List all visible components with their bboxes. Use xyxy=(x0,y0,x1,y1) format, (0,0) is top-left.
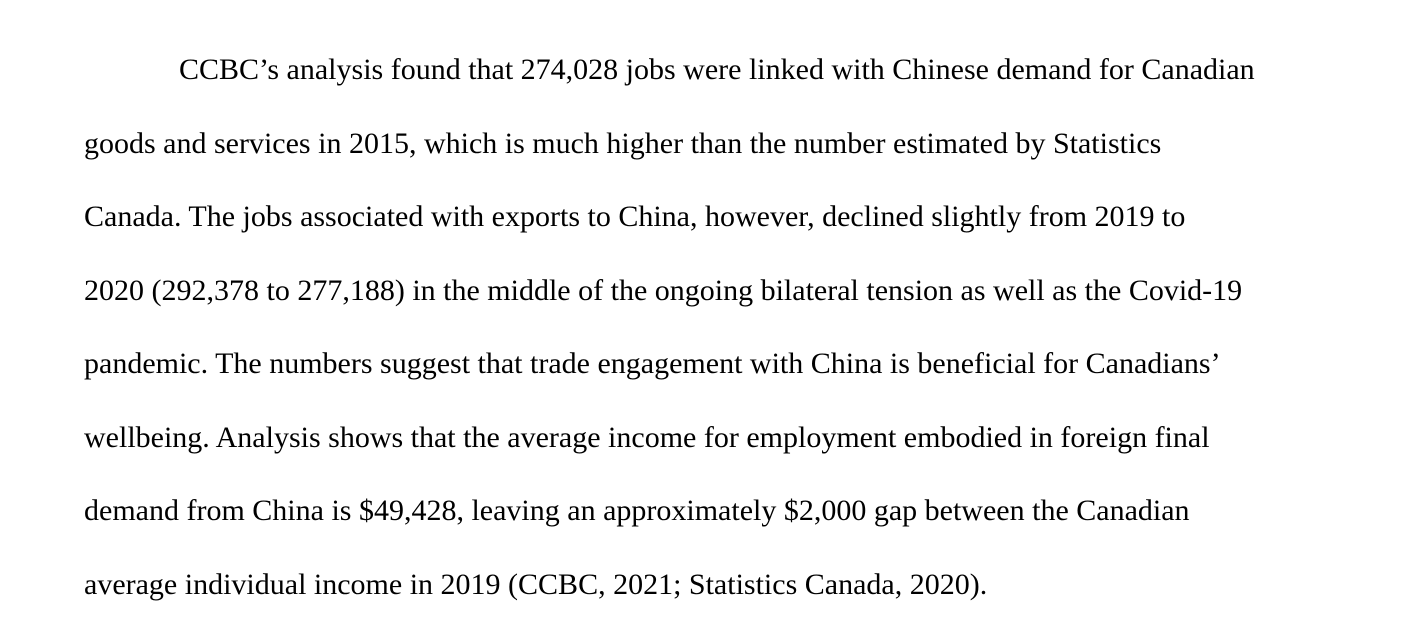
body-paragraph xyxy=(84,52,1374,640)
paragraph-line: Canada. The jobs associated with exports to China, however, declined slightly from 2019 to xyxy=(84,200,1186,233)
paragraph-line: 2020 (292,378 to 277,188) in the middle of the ongoing bilateral tension as well as the Covid-19 xyxy=(84,273,1243,307)
paragraph-line: pandemic. The numbers suggest that trade engagement with China is beneficial for Canadians’ xyxy=(84,347,1221,380)
paragraph-line: average individual income in 2019 (CCBC, 2021; Statistics Canada, 2020). xyxy=(84,567,988,601)
paragraph-line: wellbeing. Analysis shows that the average income for employment embodied in foreign final xyxy=(84,420,1210,454)
paragraph-line: CCBC’s analysis found that 274,028 jobs were linked with Chinese demand for Canadian xyxy=(179,53,1255,86)
paragraph-line: demand from China is $49,428, leaving an approximately $2,000 gap between the Canadian xyxy=(84,494,1190,527)
paragraph-line: goods and services in 2015, which is much higher than the number estimated by Statistics xyxy=(84,126,1162,160)
